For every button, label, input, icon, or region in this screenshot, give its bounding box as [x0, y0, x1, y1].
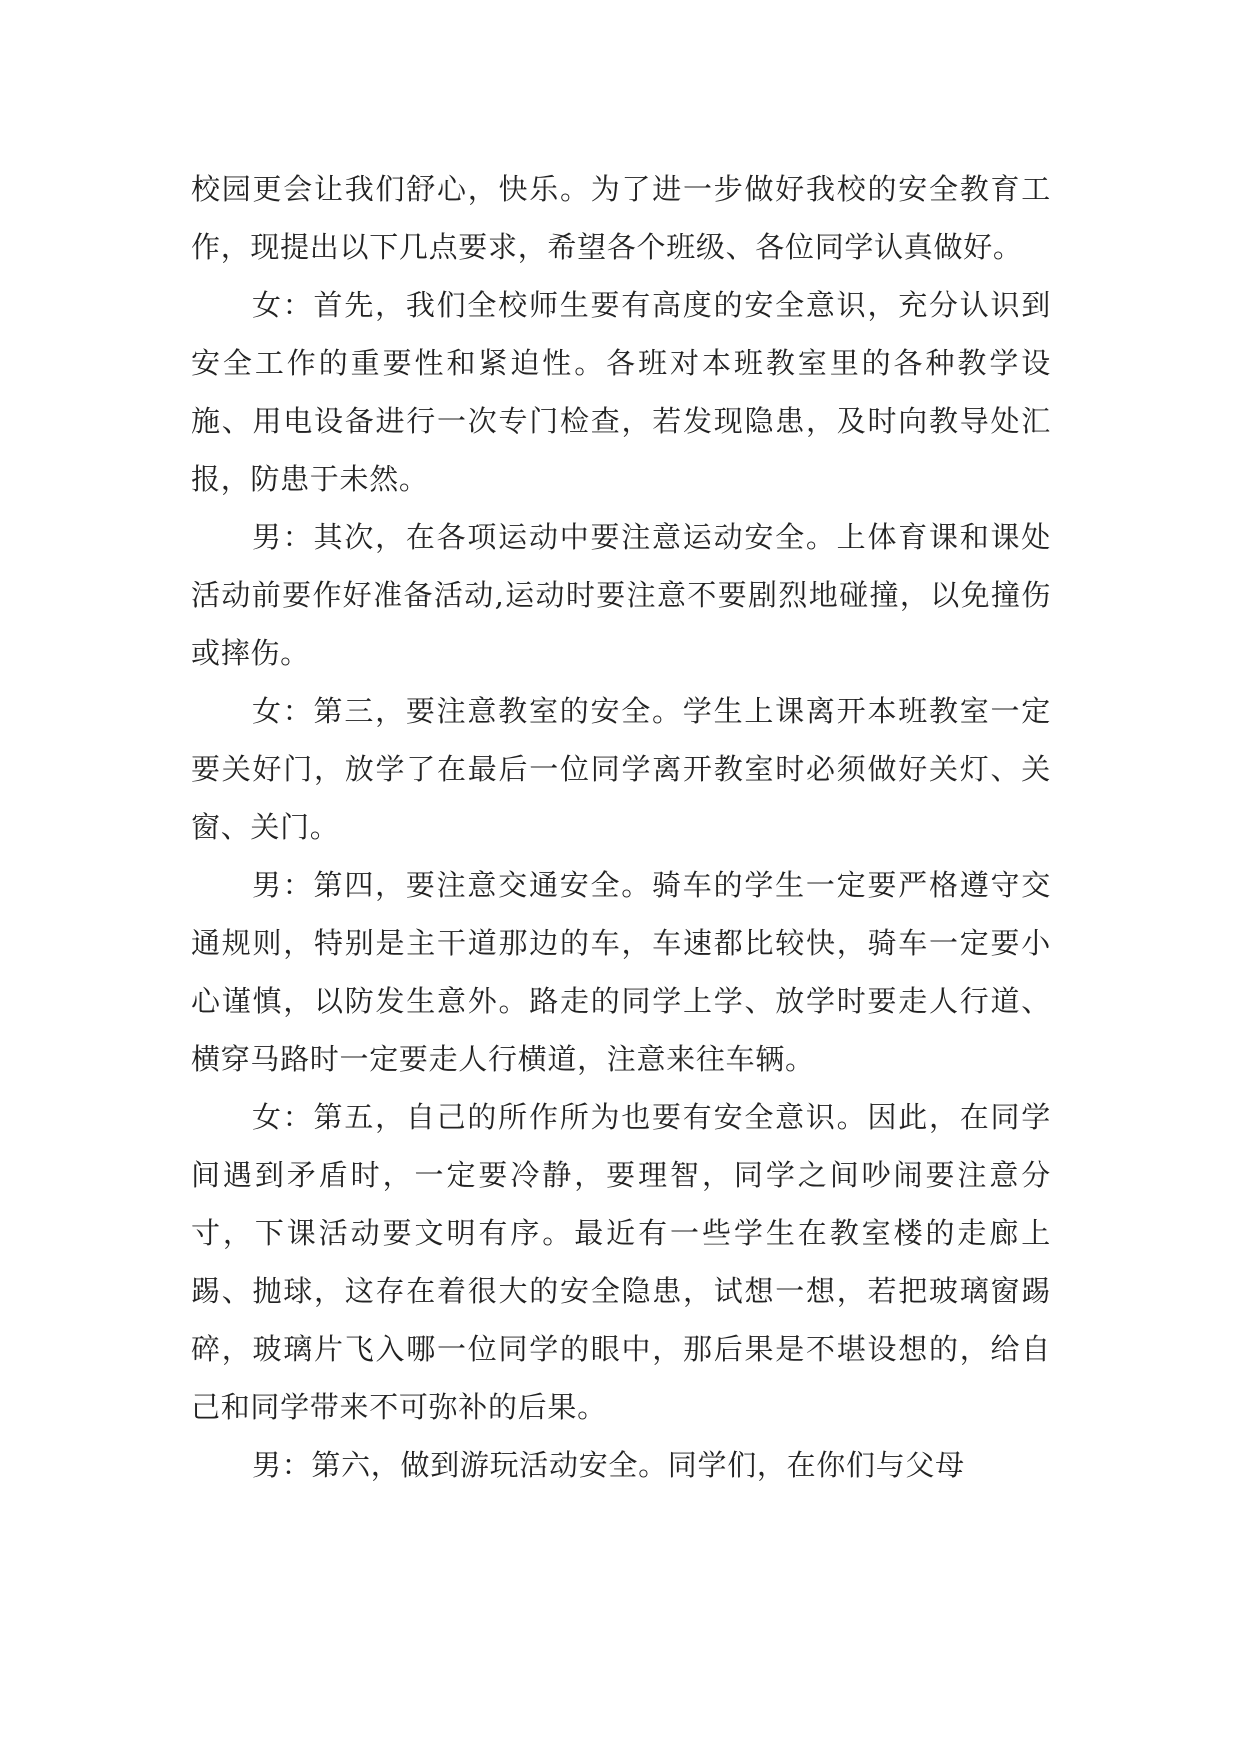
paragraph-fourth-point: 男：第四，要注意交通安全。骑车的学生一定要严格遵守交通规则，特别是主干道那边的车，车速都比较快，骑车一定要小心谨慎，以防发生意外。路走的同学上学、放学时要走人行道、横穿马路时一定要走人行横道，注意来往车辆。 — [191, 868, 1051, 1076]
document-body — [191, 160, 1051, 1494]
paragraph-intro: 校园更会让我们舒心，快乐。为了进一步做好我校的安全教育工作，现提出以下几点要求，希望各个班级、各位同学认真做好。 — [191, 172, 1051, 264]
paragraph-fifth-point: 女：第五，自己的所作所为也要有安全意识。因此，在同学间遇到矛盾时，一定要冷静，要理智，同学之间吵闹要注意分寸，下课活动要文明有序。最近有一些学生在教室楼的走廊上踢、抛球，这存在着很大的安全隐患，试想一想，若把玻璃窗踢碎，玻璃片飞入哪一位同学的眼中，那后果是不堪设想的，给自己和同学带来不可弥补的后果。 — [191, 1100, 1051, 1424]
paragraph-third-point: 女：第三，要注意教室的安全。学生上课离开本班教室一定要关好门，放学了在最后一位同学离开教室时必须做好关灯、关窗、关门。 — [191, 694, 1051, 844]
paragraph-second-point: 男：其次，在各项运动中要注意运动安全。上体育课和课处活动前要作好准备活动,运动时要注意不要剧烈地碰撞，以免撞伤或摔伤。 — [191, 520, 1051, 670]
paragraph-sixth-point: 男：第六，做到游玩活动安全。同学们，在你们与父母 — [252, 1448, 965, 1482]
paragraph-first-point: 女：首先，我们全校师生要有高度的安全意识，充分认识到安全工作的重要性和紧迫性。各班对本班教室里的各种教学设施、用电设备进行一次专门检查，若发现隐患，及时向教导处汇报，防患于未然。 — [191, 288, 1051, 496]
